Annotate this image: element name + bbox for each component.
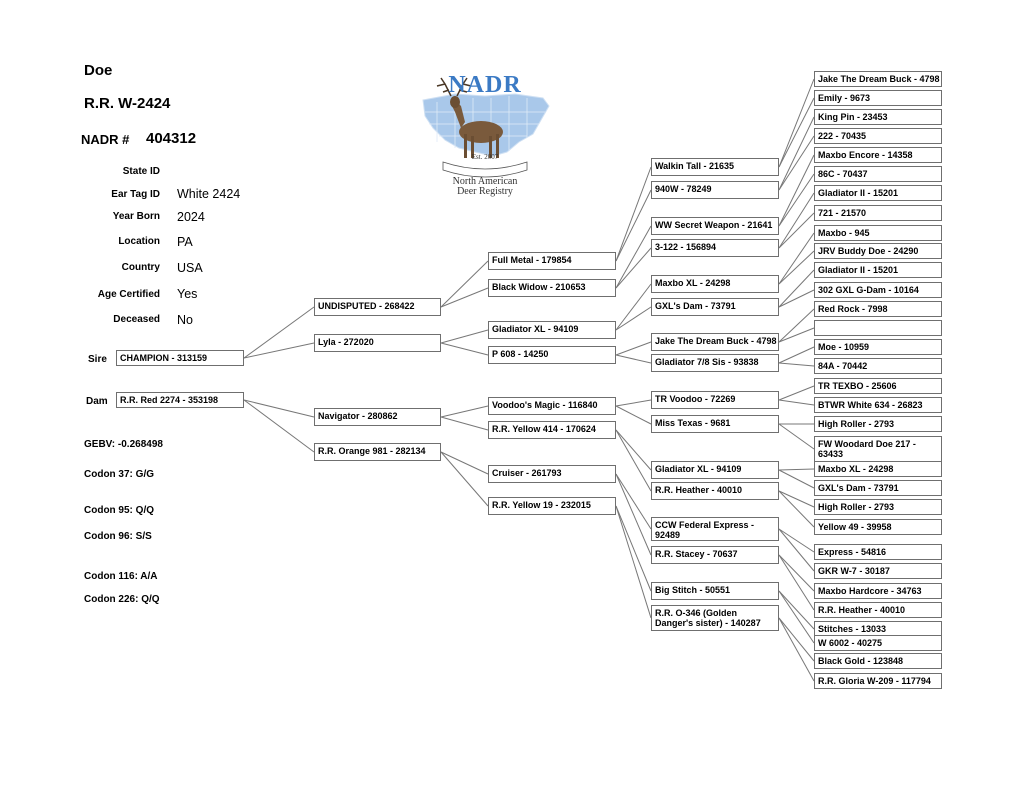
connector-g4-6-13 [779,328,814,342]
connector-g4-15-30 [779,618,814,661]
pedigree-g5-box-13 [814,320,942,336]
pedigree-g4-box-0: Walkin Tall - 21635 [651,158,779,176]
deceased-value: No [177,313,193,327]
pedigree-g5-box-11: 302 GXL G-Dam - 10164 [814,282,942,298]
pedigree-g5-box-2: King Pin - 23453 [814,109,942,125]
connector-g4-12-24 [779,529,814,552]
logo-line1: North American [452,176,518,187]
connector-g3-6-13 [616,474,651,555]
codon-226: Codon 226: Q/Q [84,594,160,605]
pedigree-g5-box-25: GKR W-7 - 30187 [814,563,942,579]
connector-g4-14-29 [779,591,814,643]
pedigree-g1-box-1: R.R. Red 2274 - 353198 [116,392,244,408]
pedigree-g4-box-6: Jake The Dream Buck - 4798 [651,333,779,351]
connector-g3-7-14 [616,506,651,591]
pedigree-g5-box-12: Red Rock - 7998 [814,301,942,317]
connector-g4-7-14 [779,347,814,363]
connector-g3-2-5 [616,307,651,330]
pedigree-g5-box-30: Black Gold - 123848 [814,653,942,669]
gebv-value: GEBV: -0.268498 [84,439,163,450]
ear-tag-value: White 2424 [177,187,241,201]
pedigree-g4-box-3: 3-122 - 156894 [651,239,779,257]
connector-g1-1-3 [244,400,314,452]
pedigree-g5-box-26: Maxbo Hardcore - 34763 [814,583,942,599]
logo-est: Est. 2007 [471,153,499,161]
connector-g3-0-1 [616,190,651,261]
pedigree-g4-box-10: Gladiator XL - 94109 [651,461,779,479]
pedigree-g3-box-7: R.R. Yellow 19 - 232015 [488,497,616,515]
connector-g3-3-6 [616,342,651,355]
pedigree-g2-box-3: R.R. Orange 981 - 282134 [314,443,441,461]
pedigree-g5-box-20: Maxbo XL - 24298 [814,461,942,477]
pedigree-g4-box-5: GXL's Dam - 73791 [651,298,779,316]
nadr-number: 404312 [146,130,197,147]
connector-g4-2-4 [779,155,814,226]
pedigree-g2-box-0: UNDISPUTED - 268422 [314,298,441,316]
pedigree-g5-box-31: R.R. Gloria W-209 - 117794 [814,673,942,689]
pedigree-g4-box-8: TR Voodoo - 72269 [651,391,779,409]
codon-116: Codon 116: A/A [84,571,158,582]
deceased-label: Deceased [113,314,160,325]
connector-g4-8-17 [779,400,814,405]
pedigree-g3-box-1: Black Widow - 210653 [488,279,616,297]
logo-title: NADR [448,72,522,98]
pedigree-g5-box-6: Gladiator II - 15201 [814,185,942,201]
connector-g2-2-4 [441,406,488,417]
connector-g4-4-9 [779,251,814,284]
pedigree-g5-box-22: High Roller - 2793 [814,499,942,515]
nadr-label: NADR # [81,132,130,147]
pedigree-g4-box-1: 940W - 78249 [651,181,779,199]
connector-g4-10-20 [779,469,814,470]
codon-96: Codon 96: S/S [84,531,152,542]
connector-g3-3-7 [616,355,651,363]
pedigree-g2-box-2: Navigator - 280862 [314,408,441,426]
connector-g4-11-23 [779,491,814,527]
pedigree-g3-box-5: R.R. Yellow 414 - 170624 [488,421,616,439]
country-value: USA [177,261,203,275]
state-id-label: State ID [122,166,160,177]
pedigree-g5-box-23: Yellow 49 - 39958 [814,519,942,535]
connector-g4-9-19 [779,424,814,449]
connector-g3-1-2 [616,226,651,288]
connector-g2-0-0 [441,261,488,307]
pedigree-g5-box-1: Emily - 9673 [814,90,942,106]
pedigree-g5-box-5: 86C - 70437 [814,166,942,182]
pedigree-g4-box-11: R.R. Heather - 40010 [651,482,779,500]
pedigree-g5-box-24: Express - 54816 [814,544,942,560]
pedigree-g4-box-13: R.R. Stacey - 70637 [651,546,779,564]
age-certified-value: Yes [177,287,198,301]
connector-g2-1-2 [441,330,488,343]
connector-g4-13-27 [779,555,814,610]
year-born-label: Year Born [112,211,160,222]
pedigree-g5-box-28: Stitches - 13033 [814,621,942,637]
pedigree-g2-box-1: Lyla - 272020 [314,334,441,352]
pedigree-g5-box-17: BTWR White 634 - 26823 [814,397,942,413]
connector-g2-3-6 [441,452,488,474]
pedigree-g4-box-9: Miss Texas - 9681 [651,415,779,433]
connector-g2-1-3 [441,343,488,355]
connector-g3-7-15 [616,506,651,618]
connector-g4-8-16 [779,386,814,400]
connector-g4-13-26 [779,555,814,591]
pedigree-g4-box-7: Gladiator 7/8 Sis - 93838 [651,354,779,372]
connector-g2-2-5 [441,417,488,430]
animal-name: R.R. W-2424 [84,95,171,112]
pedigree-g5-box-19: FW Woodard Doe 217 - 63433 [814,436,942,462]
pedigree-g4-box-2: WW Secret Weapon - 21641 [651,217,779,235]
sire-label: Sire [88,354,107,365]
connector-g2-3-7 [441,452,488,506]
connector-g3-0-0 [616,167,651,261]
connector-g3-2-4 [616,284,651,330]
pedigree-g3-box-6: Cruiser - 261793 [488,465,616,483]
pedigree-g5-box-4: Maxbo Encore - 14358 [814,147,942,163]
pedigree-g5-box-10: Gladiator II - 15201 [814,262,942,278]
connector-g1-1-2 [244,400,314,417]
pedigree-g5-box-29: W 6002 - 40275 [814,635,942,651]
ear-tag-label: Ear Tag ID [111,189,160,200]
pedigree-g1-box-0: CHAMPION - 313159 [116,350,244,366]
codon-37: Codon 37: G/G [84,469,154,480]
codon-95: Codon 95: Q/Q [84,505,154,516]
pedigree-g5-box-3: 222 - 70435 [814,128,942,144]
connector-g4-0-1 [779,98,814,167]
pedigree-g4-box-12: CCW Federal Express - 92489 [651,517,779,541]
country-label: Country [121,262,160,273]
pedigree-g5-box-0: Jake The Dream Buck - 4798 [814,71,942,87]
connector-g4-11-22 [779,491,814,507]
connector-g4-6-12 [779,309,814,342]
pedigree-g5-box-21: GXL's Dam - 73791 [814,480,942,496]
year-born-value: 2024 [177,210,205,224]
pedigree-g5-box-7: 721 - 21570 [814,205,942,221]
dam-label: Dam [86,396,108,407]
pedigree-g5-box-8: Maxbo - 945 [814,225,942,241]
pedigree-g3-box-4: Voodoo's Magic - 116840 [488,397,616,415]
pedigree-g3-box-0: Full Metal - 179854 [488,252,616,270]
logo-line2: Deer Registry [457,186,513,197]
connector-g4-14-28 [779,591,814,629]
pedigree-g4-box-4: Maxbo XL - 24298 [651,275,779,293]
location-label: Location [118,236,160,247]
pedigree-g5-box-15: 84A - 70442 [814,358,942,374]
pedigree-g5-box-16: TR TEXBO - 25606 [814,378,942,394]
connector-g4-10-21 [779,470,814,488]
pedigree-g4-box-15: R.R. O-346 (Golden Danger's sister) - 140287 [651,605,779,631]
connector-g4-15-31 [779,618,814,681]
connector-g4-12-25 [779,529,814,571]
connector-g3-5-10 [616,430,651,470]
connector-g4-3-6 [779,193,814,248]
animal-sex: Doe [84,62,113,79]
connector-g3-4-9 [616,406,651,424]
connector-g3-1-3 [616,248,651,288]
location-value: PA [177,235,193,249]
pedigree-g3-box-2: Gladiator XL - 94109 [488,321,616,339]
connector-g2-0-1 [441,288,488,307]
pedigree-g3-box-3: P 608 - 14250 [488,346,616,364]
connector-g4-5-11 [779,290,814,307]
pedigree-g5-box-18: High Roller - 2793 [814,416,942,432]
pedigree-g5-box-14: Moe - 10959 [814,339,942,355]
pedigree-g5-box-27: R.R. Heather - 40010 [814,602,942,618]
connector-g4-7-15 [779,363,814,366]
age-certified-label: Age Certified [97,289,160,300]
pedigree-g4-box-14: Big Stitch - 50551 [651,582,779,600]
pedigree-g5-box-9: JRV Buddy Doe - 24290 [814,243,942,259]
connector-g3-4-8 [616,400,651,406]
